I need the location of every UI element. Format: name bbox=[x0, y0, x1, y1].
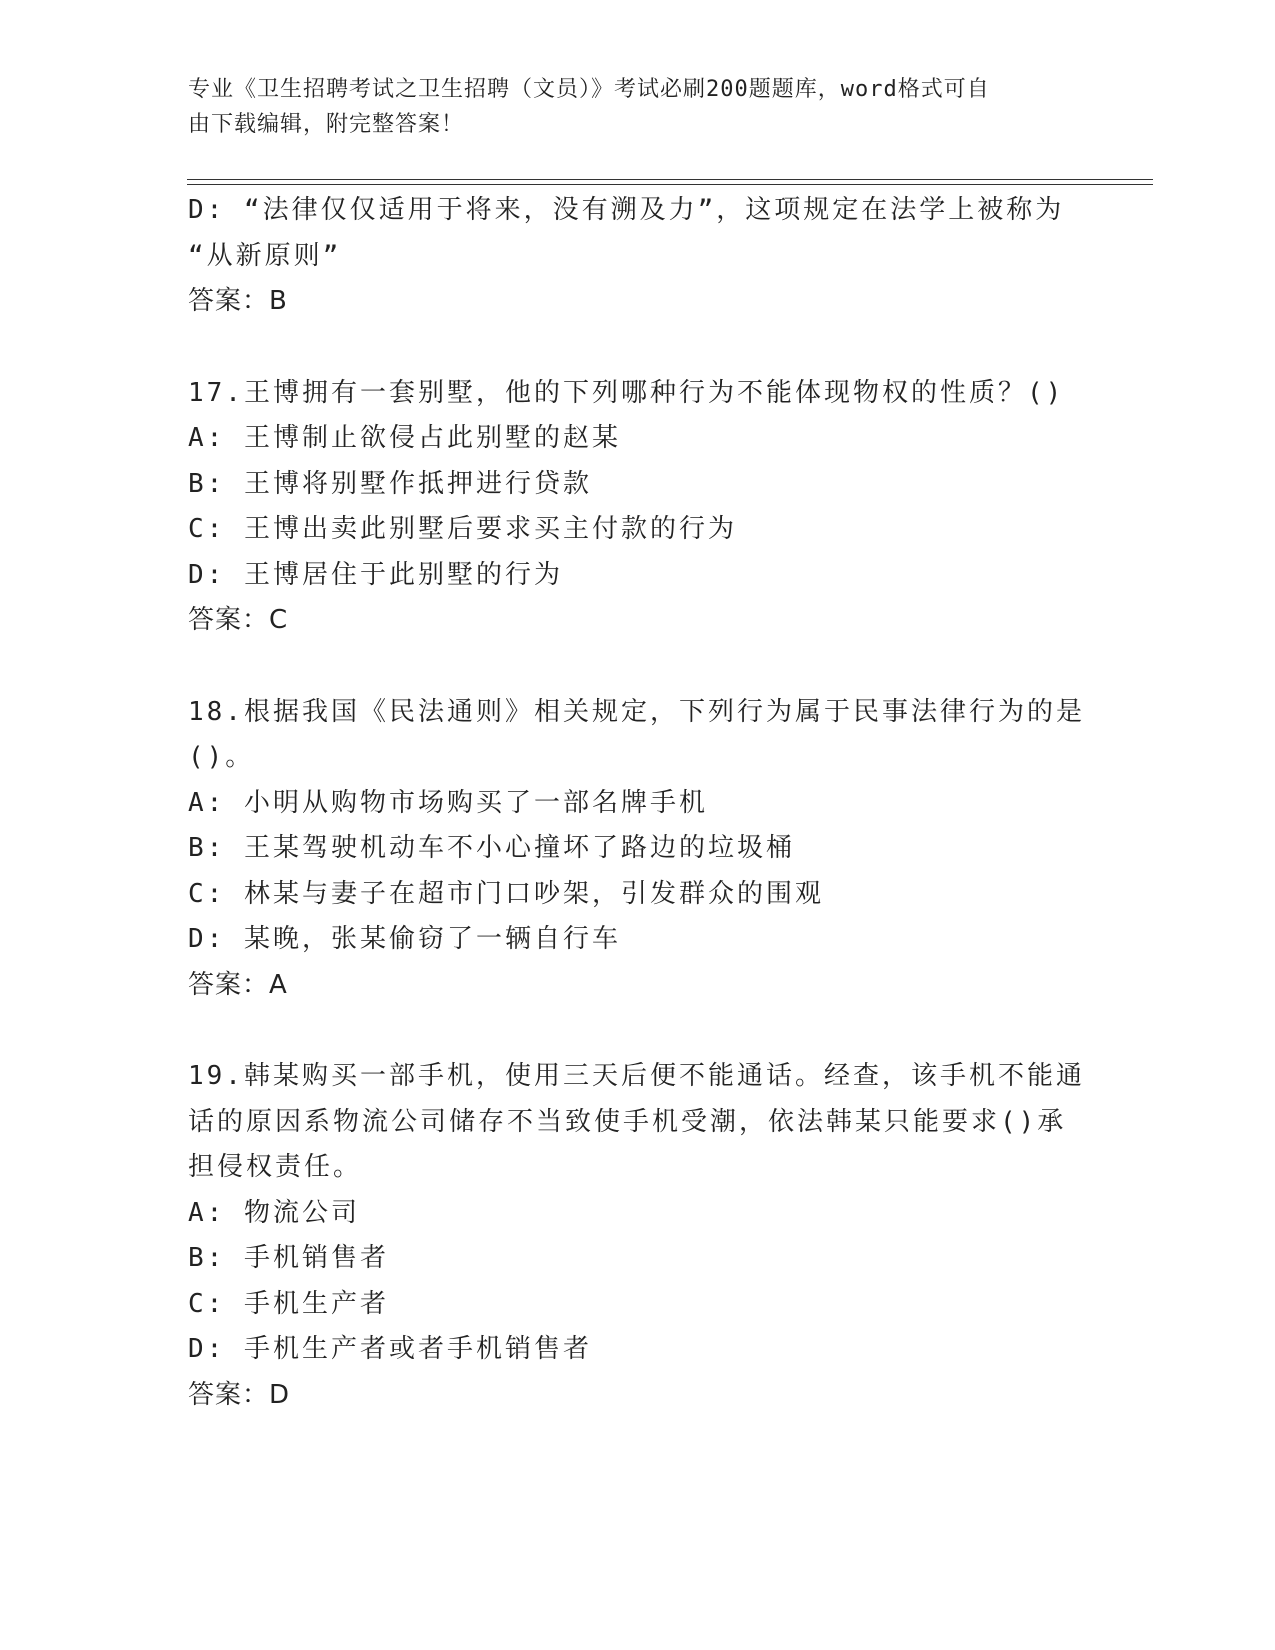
option-b: B: 王博将别墅作抵押进行贷款 bbox=[188, 468, 592, 499]
answer: 答案：C bbox=[188, 605, 289, 635]
spacer bbox=[188, 644, 1078, 690]
option-d: D: 手机生产者或者手机销售者 bbox=[188, 1334, 592, 1364]
header-divider-top bbox=[187, 179, 1153, 180]
option-c: C: 林某与妻子在超市门口吵架，引发群众的围观 bbox=[188, 878, 824, 909]
option-a: A: 物流公司 bbox=[188, 1197, 360, 1228]
question-stem-line-2: 话的原因系物流公司储存不当致使手机受潮，依法韩某只能要求()承 bbox=[188, 1106, 1067, 1137]
option-d-line-1: D: “法律仅仅适用于将来，没有溯及力”，这项规定在法学上被称为 bbox=[188, 195, 1065, 225]
question-16-continuation bbox=[188, 188, 1078, 325]
option-d: D: 某晚，张某偷窃了一辆自行车 bbox=[188, 924, 621, 954]
option-a: A: 小明从购物市场购买了一部名牌手机 bbox=[188, 787, 708, 818]
spacer bbox=[188, 1008, 1078, 1054]
document-body bbox=[188, 188, 1085, 1418]
option-b: B: 王某驾驶机动车不小心撞坏了路边的垃圾桶 bbox=[188, 833, 795, 863]
answer: 答案：A bbox=[188, 969, 288, 1000]
question-17 bbox=[188, 371, 1078, 644]
question-stem-line-1: 18.根据我国《民法通则》相关规定，下列行为属于民事法律行为的是 bbox=[188, 696, 1085, 727]
question-stem-line-3: 担侵权责任。 bbox=[188, 1152, 363, 1182]
option-c: C: 王博出卖此别墅后要求买主付款的行为 bbox=[188, 514, 737, 544]
option-b: B: 手机销售者 bbox=[188, 1243, 389, 1273]
answer: 答案：D bbox=[188, 1379, 291, 1410]
question-stem: 17.王博拥有一套别墅，他的下列哪种行为不能体现物权的性质？() bbox=[188, 377, 1065, 408]
question-stem-line-1: 19.韩某购买一部手机，使用三天后便不能通话。经查，该手机不能通 bbox=[188, 1061, 1085, 1091]
question-stem-line-2: ()。 bbox=[188, 742, 255, 772]
header-title-line-1: 专业《卫生招聘考试之卫生招聘（文员）》考试必刷200题题库，word格式可自 bbox=[188, 77, 990, 102]
answer: 答案：B bbox=[188, 286, 288, 316]
spacer bbox=[188, 325, 1078, 371]
option-d: D: 王博居住于此别墅的行为 bbox=[188, 559, 563, 590]
header-title-line-2: 由下载编辑，附完整答案！ bbox=[188, 112, 465, 137]
document-header bbox=[188, 72, 1068, 142]
question-18 bbox=[188, 690, 1085, 1009]
option-d-line-2: “从新原则” bbox=[188, 240, 342, 271]
option-c: C: 手机生产者 bbox=[188, 1288, 389, 1319]
header-divider-bottom bbox=[187, 184, 1153, 185]
question-19 bbox=[188, 1054, 1085, 1418]
option-a: A: 王博制止欲侵占此别墅的赵某 bbox=[188, 423, 621, 453]
